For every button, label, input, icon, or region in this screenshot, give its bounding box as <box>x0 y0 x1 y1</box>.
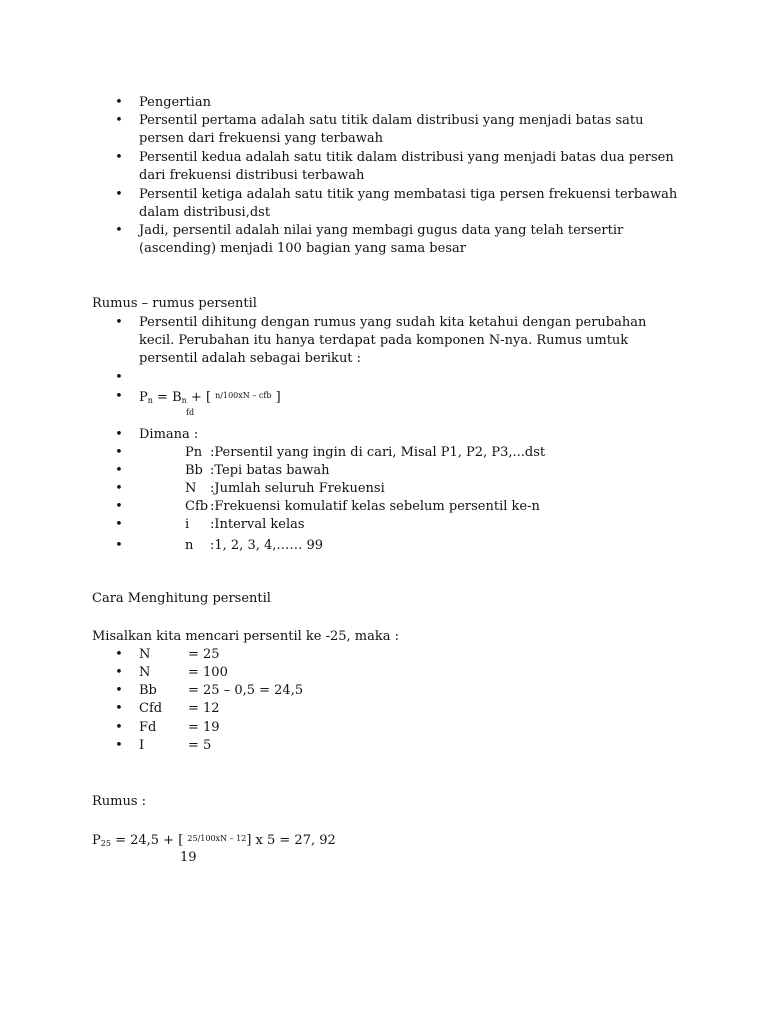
bullet-marker: • <box>115 463 123 478</box>
value-symbol: I <box>139 738 145 753</box>
value-equals: = 5 <box>188 738 212 753</box>
definition-line: Persentil pertama adalah satu titik dalam distribusi yang menjadi batas satu <box>139 113 644 128</box>
definition-line: Jadi, persentil adalah nilai yang membagi gugus data yang telah tersertir <box>139 223 624 238</box>
bullet-marker: • <box>115 665 123 680</box>
bullet-marker: • <box>115 389 123 404</box>
example-intro: Misalkan kita mencari persentil ke -25, maka : <box>92 629 400 644</box>
bullet-marker: • <box>115 150 123 165</box>
value-symbol: N <box>139 665 151 680</box>
term-description: :1, 2, 3, 4,…… 99 <box>210 538 324 553</box>
term-symbol: i <box>185 517 190 532</box>
bullet-marker: • <box>115 315 123 330</box>
term-description: :Interval kelas <box>210 517 305 532</box>
section-heading: Rumus – rumus persentil <box>92 296 257 311</box>
bullet-marker: • <box>115 187 123 202</box>
rumus-intro-line: Persentil dihitung dengan rumus yang sudah kita ketahui dengan perubahan <box>139 315 647 330</box>
rumus-label: Rumus : <box>92 794 147 809</box>
bullet-marker: • <box>115 720 123 735</box>
term-description: :Jumlah seluruh Frekuensi <box>210 481 385 496</box>
formula-numerator: n/100xN – cfb <box>215 391 272 400</box>
definition-line: dari frekuensi distribusi terbawah <box>139 168 365 183</box>
value-symbol: N <box>139 647 151 662</box>
rumus-intro-line: persentil adalah sebagai berikut : <box>139 351 362 366</box>
term-symbol: Pn <box>185 445 203 460</box>
definition-line: Pengertian <box>139 95 211 110</box>
term-description: :Persentil yang ingin di cari, Misal P1, P2, P3,...dst <box>210 445 546 460</box>
value-symbol: Fd <box>139 720 157 735</box>
value-equals: = 19 <box>188 720 220 735</box>
rumus-intro-line: kecil. Perubahan itu hanya terdapat pada komponen N-nya. Rumus umtuk <box>139 333 629 348</box>
dimana-label: Dimana : <box>139 427 199 442</box>
definition-line: Persentil kedua adalah satu titik dalam distribusi yang menjadi batas dua persen <box>139 150 674 165</box>
bullet-marker: • <box>115 427 123 442</box>
example-p-sub: 25 <box>100 839 111 848</box>
bullet-marker: • <box>115 445 123 460</box>
formula <box>139 387 281 410</box>
term-symbol: N <box>185 481 197 496</box>
bullet-marker: • <box>115 223 123 238</box>
value-symbol: Cfd <box>139 701 163 716</box>
term-symbol: Bb <box>185 463 203 478</box>
bullet-marker: • <box>115 738 123 753</box>
term-description: :Tepi batas bawah <box>210 463 330 478</box>
bullet-marker: • <box>115 538 123 553</box>
formula-p: P <box>139 390 148 405</box>
bullet-marker: • <box>115 701 123 716</box>
example-tail: ] x 5 = 27, 92 <box>246 833 336 848</box>
bullet-marker: • <box>115 113 123 128</box>
definition-line: dalam distribusi,dst <box>139 205 271 220</box>
formula-close: ] <box>271 390 281 405</box>
definition-line: Persentil ketiga adalah satu titik yang membatasi tiga persen frekuensi terbawah <box>139 187 678 202</box>
formula-denominator: fd <box>186 408 195 417</box>
bullet-marker: • <box>115 481 123 496</box>
term-description: :Frekuensi komulatif kelas sebelum persentil ke-n <box>210 499 540 514</box>
bullet-marker: • <box>115 95 123 110</box>
example-formula <box>92 830 336 853</box>
section-heading: Cara Menghitung persentil <box>92 591 271 606</box>
term-symbol: n <box>185 538 194 553</box>
definition-line: (ascending) menjadi 100 bagian yang sama besar <box>139 241 466 256</box>
value-equals: = 12 <box>188 701 220 716</box>
formula-eq-b: = B <box>152 390 182 405</box>
bullet-marker: • <box>115 683 123 698</box>
example-lead: = 24,5 + [ <box>110 833 188 848</box>
bullet-marker: • <box>115 517 123 532</box>
value-equals: = 25 – 0,5 = 24,5 <box>188 683 304 698</box>
formula-p-sub: n <box>147 396 153 405</box>
example-denominator: 19 <box>180 850 197 865</box>
example-p: P <box>92 833 101 848</box>
bullet-marker: • <box>115 370 123 385</box>
formula-plus: + [ <box>186 390 216 405</box>
bullet-marker: • <box>115 647 123 662</box>
value-equals: = 100 <box>188 665 228 680</box>
definition-line: persen dari frekuensi yang terbawah <box>139 131 384 146</box>
bullet-marker: • <box>115 499 123 514</box>
value-symbol: Bb <box>139 683 157 698</box>
value-equals: = 25 <box>188 647 220 662</box>
term-symbol: Cfb <box>185 499 209 514</box>
example-numerator: 25/100xN – 12 <box>187 834 247 843</box>
formula-b-sub: n <box>181 396 187 405</box>
